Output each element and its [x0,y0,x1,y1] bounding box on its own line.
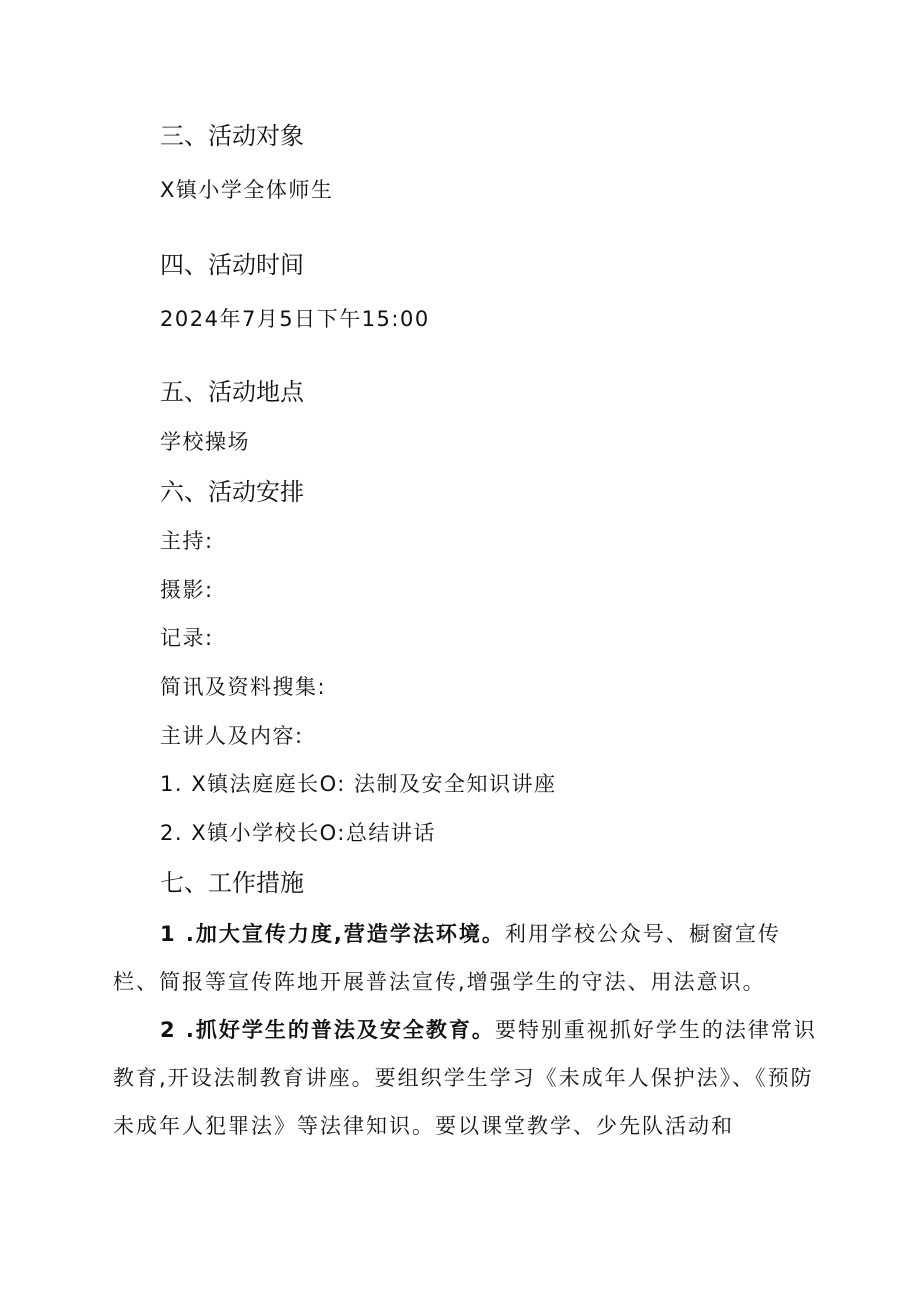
measure-text: 利用学校公众号、橱窗宣传栏、简报等宣传阵地开展普法宣传,增强学生的守法、用法意识。 [113,922,781,994]
section-heading-time: 四、活动时间 [160,251,304,279]
measure-paragraph [113,1006,823,1150]
section-heading-arrangement: 六、活动安排 [160,478,304,506]
measure-text: 要特别重视抓好学生的法律常识教育,开设法制教育讲座。要组织学生学习《未成年人保护法》、《预防未成年人犯罪法》等法律知识。要以课堂教学、少先队活动和 [113,1018,817,1138]
measure-paragraph [113,910,823,1006]
arrangement-host: 主持: [160,529,214,553]
speaker-item: 1. X镇法庭庭长O: 法制及安全知识讲座 [160,772,557,796]
arrangement-speakers-label: 主讲人及内容: [160,724,304,748]
section-heading-measures: 七、工作措施 [160,869,304,897]
time-content: 2024年7月5日下午15:00 [160,307,430,331]
measure-lead: 2 .抓好学生的普法及安全教育。 [160,1018,495,1042]
target-content: X镇小学全体师生 [160,178,334,202]
section-heading-target: 三、活动对象 [160,122,304,150]
arrangement-record: 记录: [160,626,214,650]
location-content: 学校操场 [160,430,250,454]
speaker-item: 2. X镇小学校长O:总结讲话 [160,821,436,845]
measure-lead: 1 .加大宣传力度,营造学法环境。 [160,922,505,946]
section-heading-location: 五、活动地点 [160,378,304,406]
arrangement-news-collection: 简讯及资料搜集: [160,675,327,699]
arrangement-photography: 摄影: [160,578,214,602]
